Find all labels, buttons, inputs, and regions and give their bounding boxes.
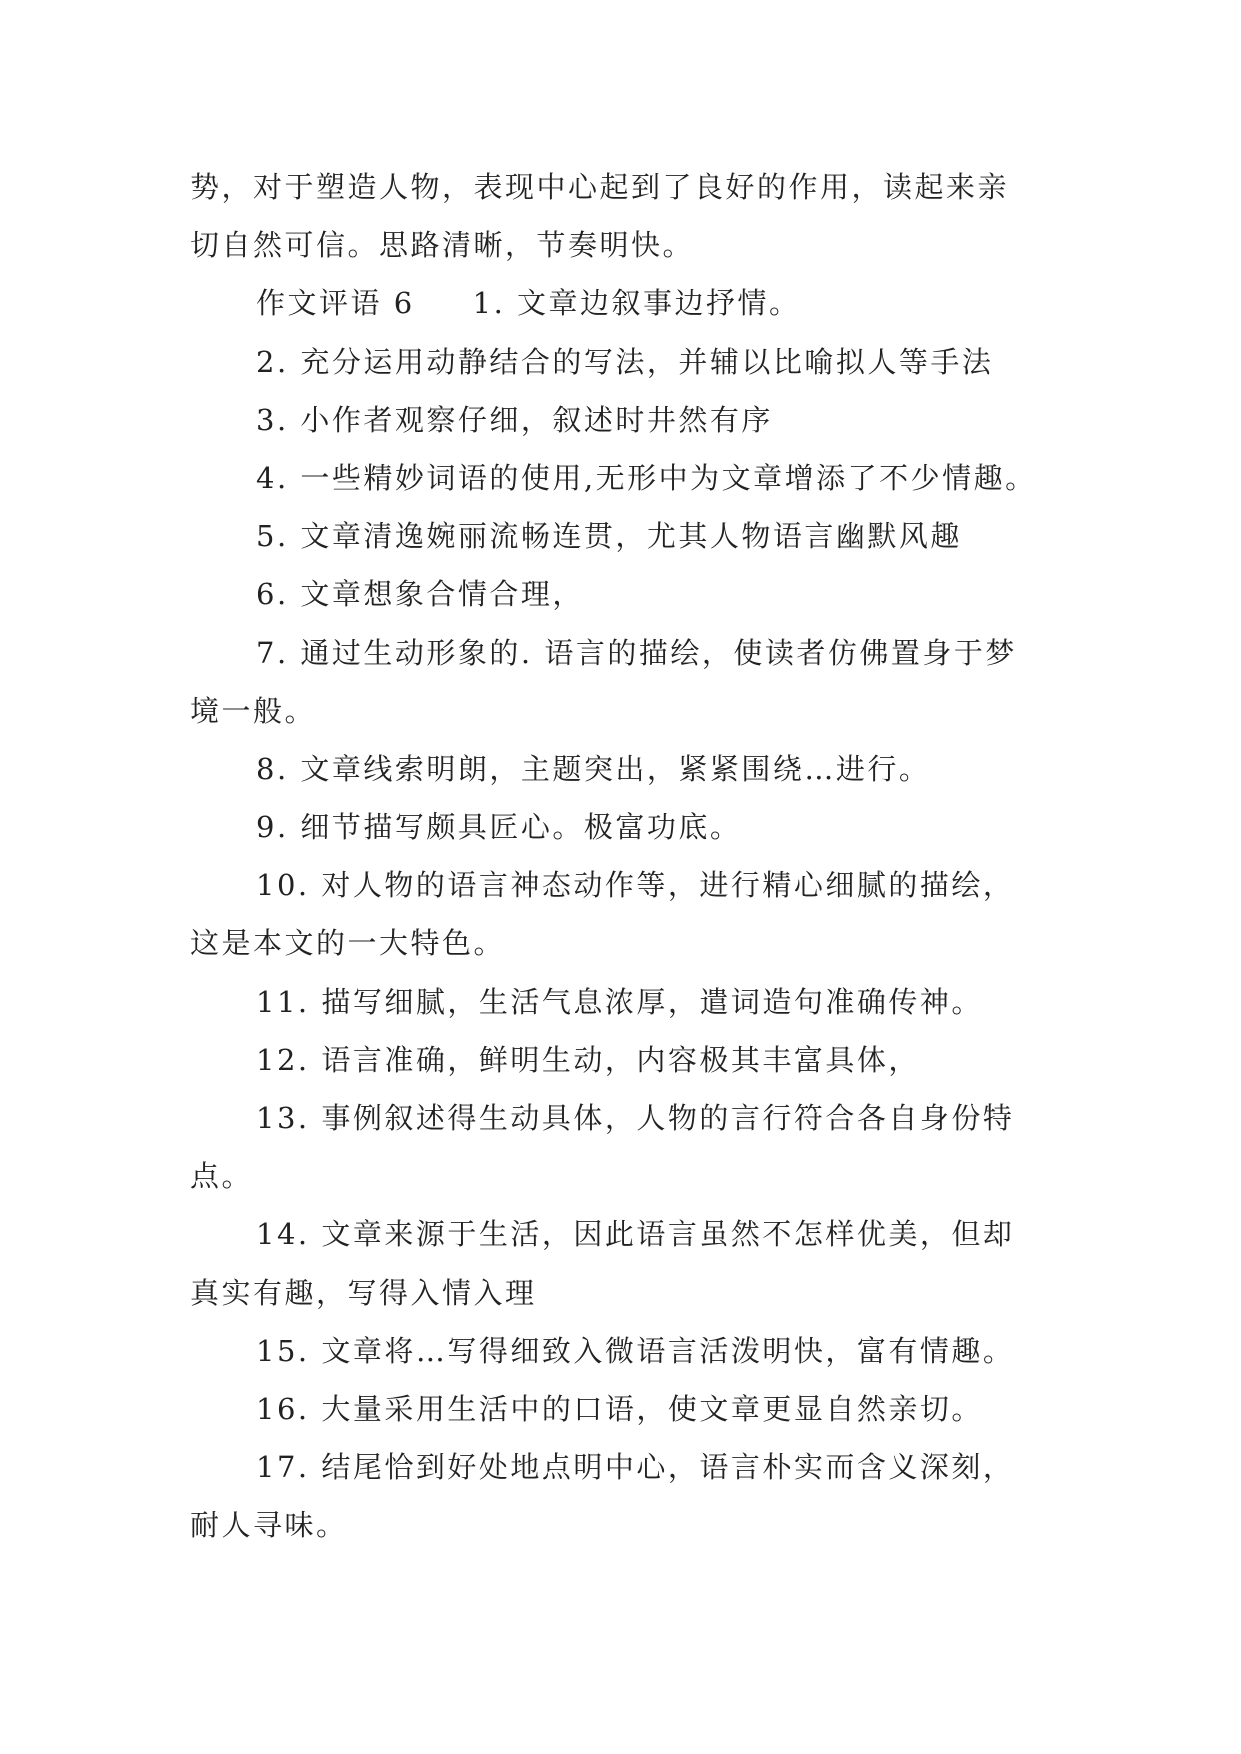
text-line: 势，对于塑造人物，表现中心起到了良好的作用，读起来亲: [190, 170, 1010, 204]
document-body: [190, 158, 1070, 1555]
list-item: 17. 结尾恰到好处地点明中心，语言朴实而含义深刻，: [256, 1450, 1015, 1485]
list-item: 12. 语言准确，鲜明生动，内容极其丰富具体，: [256, 1042, 920, 1077]
list-item: 9. 细节描写颇具匠心。极富功底。: [256, 810, 742, 845]
section-heading-line: [190, 274, 1070, 332]
list-item: 14. 文章来源于生活，因此语言虽然不怎样优美，但却: [256, 1217, 1015, 1252]
list-item: 15. 文章将…写得细致入微语言活泼明快，富有情趣。: [256, 1333, 1015, 1368]
list-item-continuation: 境一般。: [190, 693, 317, 728]
list-item-continuation: 点。: [190, 1159, 254, 1194]
list-item: 2. 充分运用动静结合的写法，并辅以比喻拟人等手法: [256, 344, 994, 379]
list-item: 16. 大量采用生活中的口语，使文章更显自然亲切。: [256, 1391, 983, 1426]
list-item: 13. 事例叙述得生动具体，人物的言行符合各自身份特: [256, 1101, 1015, 1135]
list-item: 4. 一些精妙词语的使用,无形中为文章增添了不少情趣。: [256, 460, 1037, 495]
list-item: 7. 通过生动形象的. 语言的描绘，使读者仿佛置身于梦: [256, 635, 1017, 670]
list-item: 3. 小作者观察仔细，叙述时井然有序: [256, 402, 773, 437]
list-item: 5. 文章清逸婉丽流畅连贯，尤其人物语言幽默风趣: [256, 519, 962, 554]
list-item-continuation: 真实有趣，写得入情入理: [190, 1275, 537, 1310]
list-item: 8. 文章线索明朗，主题突出，紧紧围绕…进行。: [256, 751, 931, 786]
section-heading: 作文评语 6: [256, 286, 415, 321]
list-item: 11. 描写细腻，生活气息浓厚，遣词造句准确传神。: [256, 984, 983, 1019]
list-item: 6. 文章想象合情合理，: [256, 577, 584, 612]
list-item: 1. 文章边叙事边抒情。: [472, 286, 801, 321]
list-item: 10. 对人物的语言神态动作等，进行精心细腻的描绘，: [256, 868, 1015, 903]
list-item-continuation: 耐人寻味。: [190, 1508, 348, 1543]
list-item-continuation: 这是本文的一大特色。: [190, 926, 506, 961]
text-line: 切自然可信。思路清晰，节奏明快。: [190, 228, 695, 263]
